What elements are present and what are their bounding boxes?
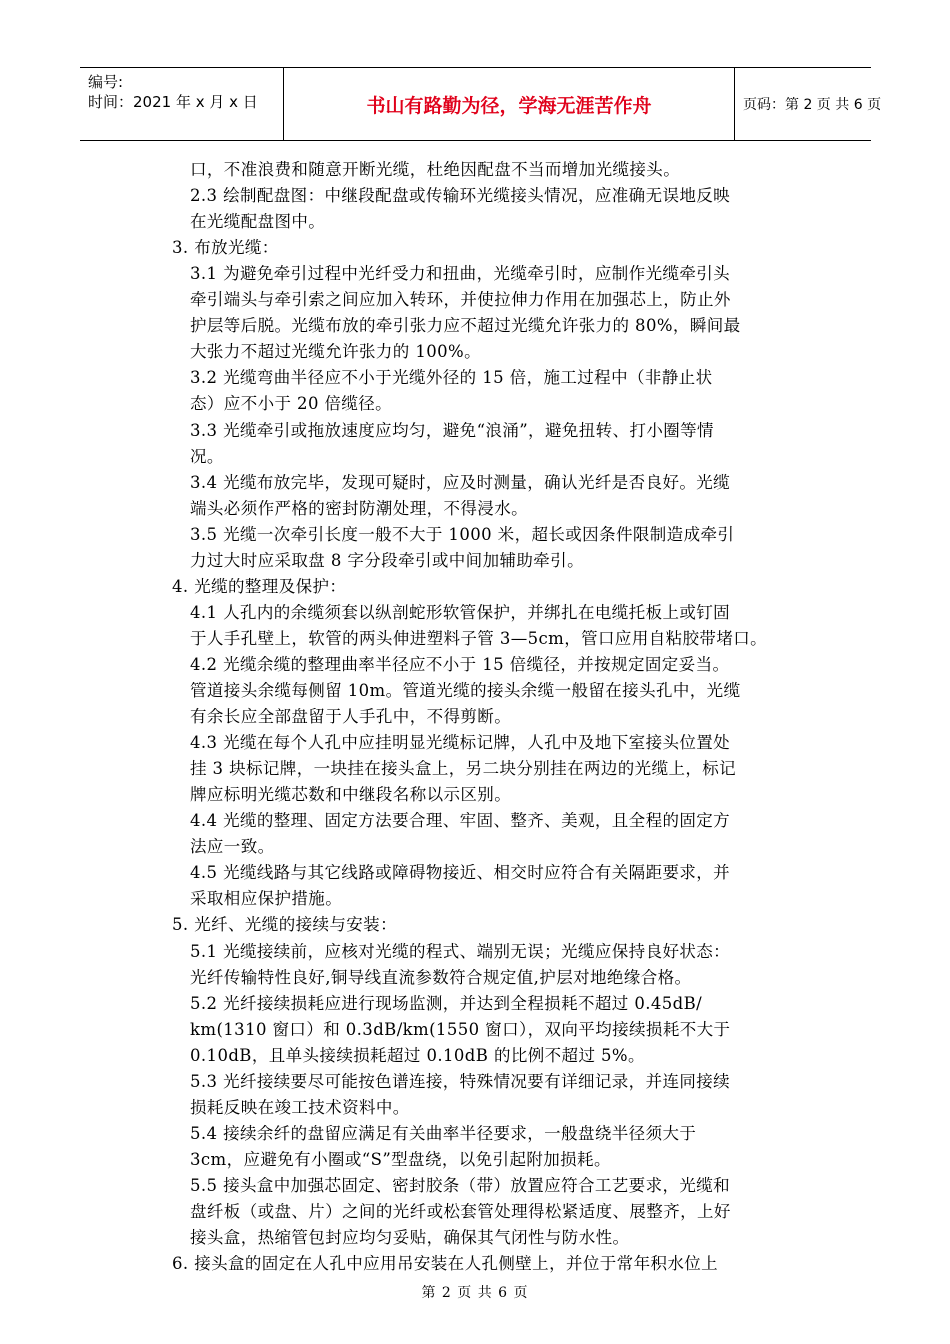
body-text-line: 3.2 光缆弯曲半径应不小于光缆外径的 15 倍，施工过程中（非静止状 xyxy=(190,368,713,388)
body-text-line: 5.5 接头盒中加强芯固定、密封胶条（带）放置应符合工艺要求，光缆和 xyxy=(190,1175,731,1195)
header-motto-cell xyxy=(283,68,735,140)
body-text-line: 有余长应全部盘留于人手孔中，不得剪断。 xyxy=(190,707,512,727)
body-text-line: 盘纤板（或盘、片）之间的光纤或松套管处理得松紧适度、展整齐，上好 xyxy=(190,1202,731,1221)
body-text-line: 4.4 光缆的整理、固定方法要合理、牢固、整齐、美观，且全程的固定方 xyxy=(190,811,731,831)
header-page-label: 页码：第 2 页 共 6 页 xyxy=(743,97,882,113)
body-text-line: 口，不准浪费和随意开断光缆，杜绝因配盘不当而增加光缆接头。 xyxy=(190,160,681,179)
body-text-line: 5.4 接续余纤的盘留应满足有关曲率半径要求，一般盘绕半径须大于 xyxy=(190,1123,697,1143)
body-text-line: 护层等后脱。光缆布放的牵引张力应不超过光缆允许张力的 80%，瞬间最 xyxy=(190,316,741,336)
body-text-line: 大张力不超过光缆允许张力的 100%。 xyxy=(190,342,482,362)
body-text-line: 4.5 光缆线路与其它线路或障碍物接近、相交时应符合有关隔距要求，并 xyxy=(190,863,731,883)
header-info-cell xyxy=(80,68,283,140)
body-text-line: 端头必须作严格的密封防潮处理，不得浸水。 xyxy=(190,498,528,518)
body-text-line: 管道接头余缆每侧留 10m。管道光缆的接头余缆一般留在接头孔中，光缆 xyxy=(190,681,741,700)
header-motto: 书山有路勤为径，学海无涯苦作舟 xyxy=(366,94,652,117)
body-text-line: 5. 光纤、光缆的接续与安装： xyxy=(172,915,397,935)
body-text-line: 3.3 光缆牵引或拖放速度应均匀，避免“浪涌”，避免扭转、打小圈等情 xyxy=(190,420,714,440)
body-text-line: 损耗反映在竣工技术资料中。 xyxy=(190,1097,410,1117)
body-text-line: 在光缆配盘图中。 xyxy=(190,212,326,232)
body-text-line: 5.1 光缆接续前，应核对光缆的程式、端别无误；光缆应保持良好状态： xyxy=(190,941,731,961)
body-text-line: 5.3 光纤接续要尽可能按色谱连接，特殊情况要有详细记录，并连同接续 xyxy=(190,1071,731,1091)
body-text-line: 6. 接头盒的固定在人孔中应用吊安装在人孔侧壁上，并位于常年积水位上 xyxy=(172,1254,719,1274)
body-text-line: 5.2 光纤接续损耗应进行现场监测，并达到全程损耗不超过 0.45dB/ xyxy=(190,993,703,1013)
body-text-line: 采取相应保护措施。 xyxy=(190,889,343,909)
page-footer: 第 2 页 共 6 页 xyxy=(421,1285,529,1301)
document-number-label: 编号: xyxy=(88,73,124,91)
body-text-line: 接头盒，热缩管包封应均匀妥贴，确保其气闭性与防水性。 xyxy=(190,1228,630,1248)
body-text-line: 4.2 光缆余缆的整理曲率半径应不小于 15 倍缆径，并按规定固定妥当。 xyxy=(190,654,730,674)
document-time-label: 时间：2021 年 x 月 x 日 xyxy=(88,93,258,111)
body-text-line: 光纤传输特性良好,铜导线直流参数符合规定值,护层对地绝缘合格。 xyxy=(190,967,692,987)
body-text-line: 4.3 光缆在每个人孔中应挂明显光缆标记牌，人孔中及地下室接头位置处 xyxy=(190,733,731,753)
body-text-line: km(1310 窗口）和 0.3dB/km(1550 窗口），双向平均接续损耗不大于 xyxy=(190,1019,731,1039)
body-text-line: 法应一致。 xyxy=(190,837,275,857)
page-header xyxy=(80,67,882,141)
body-text-line: 于人手孔壁上，软管的两头伸进塑料子管 3—5cm，管口应用自粘胶带堵口。 xyxy=(190,628,768,648)
body-text-line: 4.1 人孔内的余缆须套以纵剖蛇形软管保护，并绑扎在电缆托板上或钉固 xyxy=(190,602,731,622)
body-text-line: 况。 xyxy=(190,446,224,466)
body-text-line: 力过大时应采取盘 8 字分段牵引或中间加辅助牵引。 xyxy=(190,550,584,570)
body-text-line: 态）应不小于 20 倍缆径。 xyxy=(190,394,393,414)
body-text-line: 牌应标明光缆芯数和中继段名称以示区别。 xyxy=(190,785,512,805)
body-text-line: 牵引端头与牵引索之间应加入转环，并使拉伸力作用在加强芯上，防止外 xyxy=(190,290,731,310)
body-text-line: 3.5 光缆一次牵引长度一般不大于 1000 米，超长或因条件限制造成牵引 xyxy=(190,524,735,544)
body-text-line: 3. 布放光缆： xyxy=(172,238,279,258)
header-page-cell xyxy=(735,68,882,140)
body-text-line: 3cm，应避免有小圈或“S”型盘绕，以免引起附加损耗。 xyxy=(190,1149,611,1169)
body-text-line: 3.1 为避免牵引过程中光纤受力和扭曲，光缆牵引时，应制作光缆牵引头 xyxy=(190,264,731,284)
body-text-line: 挂 3 块标记牌，一块挂在接头盒上，另二块分别挂在两边的光缆上，标记 xyxy=(190,759,737,779)
body-text-line: 4. 光缆的整理及保护： xyxy=(172,576,347,596)
body-text-line: 2.3 绘制配盘图：中继段配盘或传输环光缆接头情况，应准确无误地反映 xyxy=(190,186,731,206)
body-text-line: 3.4 光缆布放完毕，发现可疑时，应及时测量，确认光纤是否良好。光缆 xyxy=(190,472,731,492)
body-text-line: 0.10dB，且单头接续损耗超过 0.10dB 的比例不超过 5%。 xyxy=(190,1045,645,1065)
